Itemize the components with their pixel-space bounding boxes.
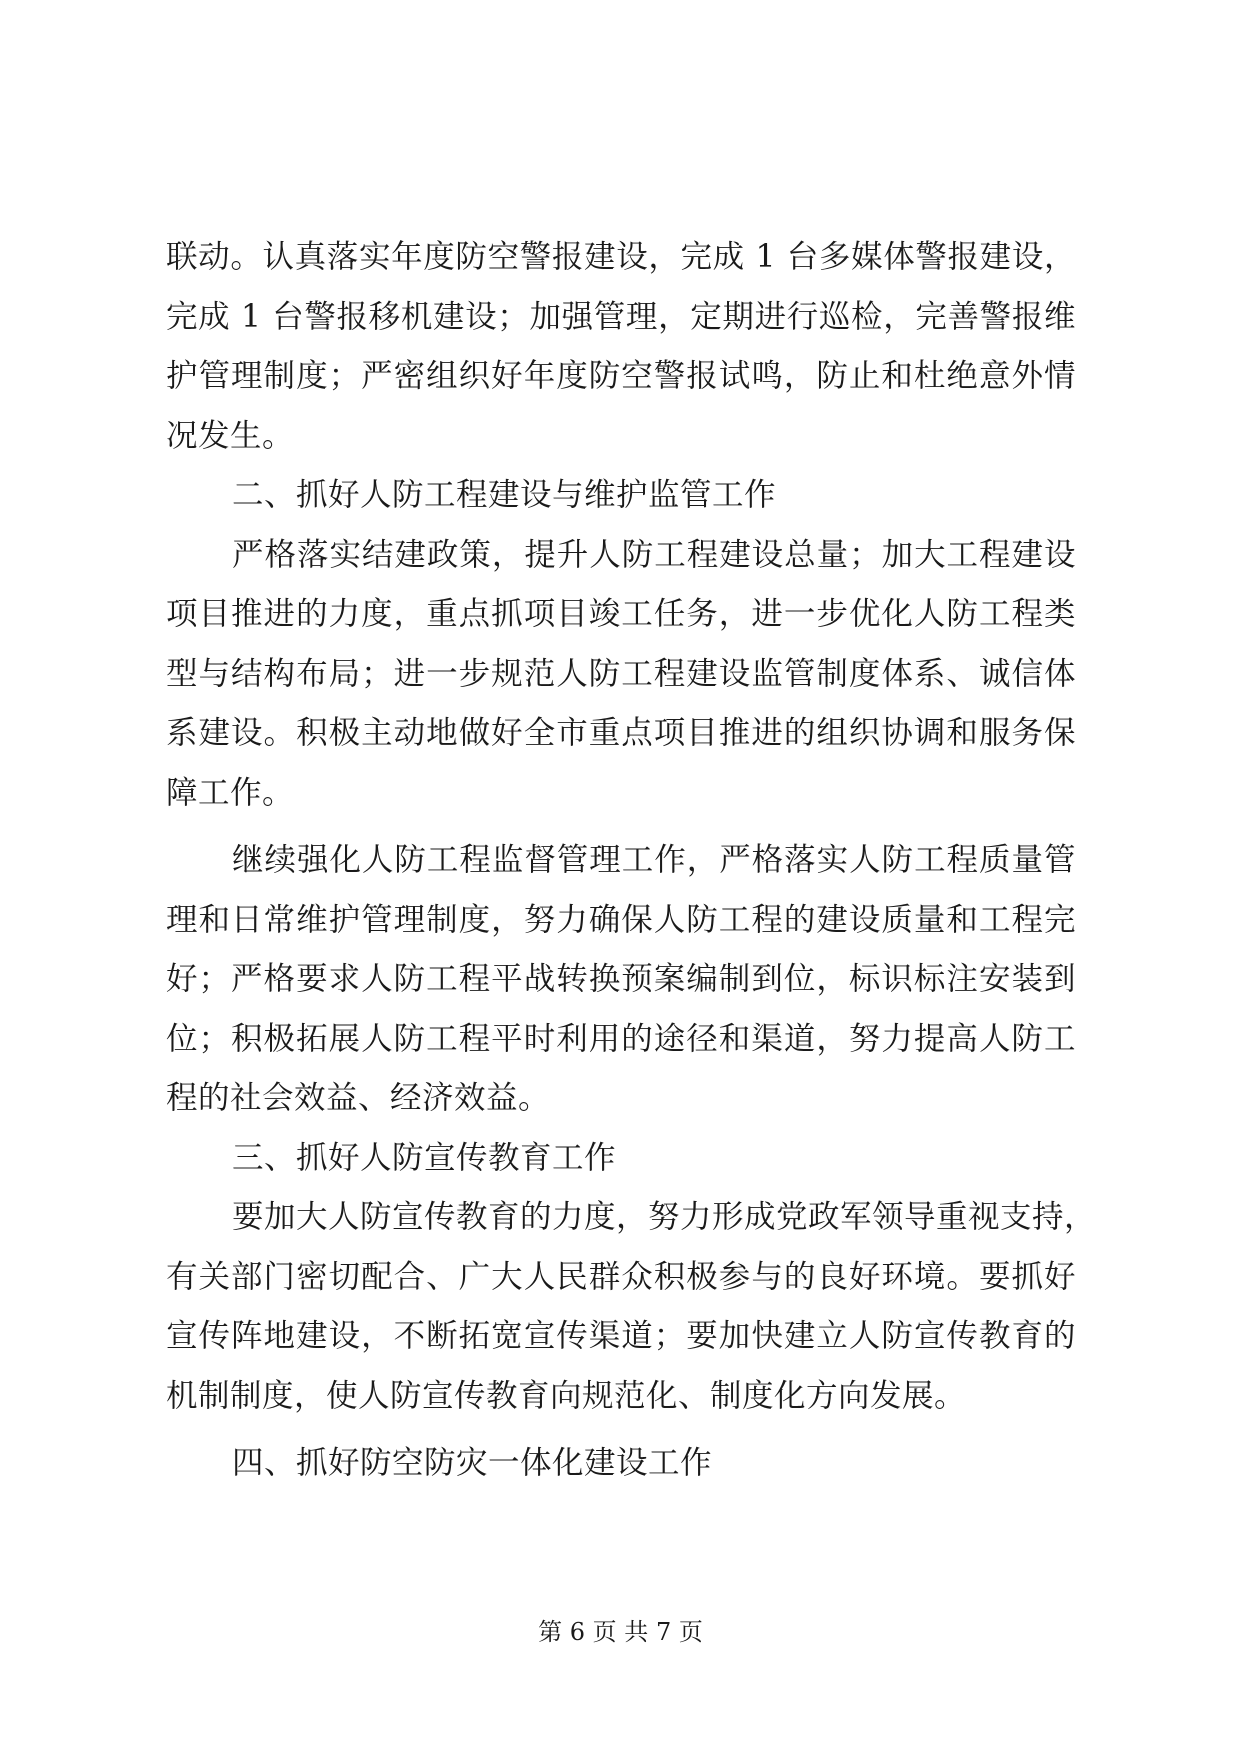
section-heading-2: 二、抓好人防工程建设与维护监管工作 [232,477,777,513]
paragraph-line: 好；严格要求人防工程平战转换预案编制到位，标识标注安装到 [166,961,1076,997]
paragraph-line: 完成 1 台警报移机建设；加强管理，定期进行巡检，完善警报维 [166,298,1076,335]
paragraph-line: 继续强化人防工程监督管理工作，严格落实人防工程质量管 [232,842,1076,878]
body-text [166,228,1097,1494]
paragraph-line: 严格落实结建政策，提升人防工程建设总量；加大工程建设 [232,536,1076,573]
paragraph-line: 系建设。积极主动地做好全市重点项目推进的组织协调和服务保 [166,715,1076,751]
paragraph-line: 要加大人防宣传教育的力度，努力形成党政军领导重视支持， [232,1199,1097,1235]
paragraph-line: 理和日常维护管理制度，努力确保人防工程的建设质量和工程完 [166,901,1076,938]
paragraph-line: 程的社会效益、经济效益。 [166,1080,551,1116]
paragraph-line: 项目推进的力度，重点抓项目竣工任务，进一步优化人防工程类 [166,596,1076,632]
paragraph-line: 机制制度，使人防宣传教育向规范化、制度化方向发展。 [166,1377,967,1414]
paragraph-line: 型与结构布局；进一步规范人防工程建设监管制度体系、诚信体 [166,655,1076,692]
paragraph-line: 护管理制度；严密组织好年度防空警报试鸣，防止和杜绝意外情 [166,358,1076,394]
page-number-footer: 第 6 页 共 7 页 [538,1618,703,1646]
section-heading-4: 四、抓好防空防灾一体化建设工作 [232,1445,713,1481]
paragraph-line: 况发生。 [166,417,295,454]
paragraph-line: 障工作。 [166,774,295,811]
paragraph-line: 宣传阵地建设，不断拓宽宣传渠道；要加快建立人防宣传教育的 [166,1318,1076,1354]
section-heading-3: 三、抓好人防宣传教育工作 [232,1139,617,1176]
paragraph-line: 联动。认真落实年度防空警报建设，完成 1 台多媒体警报建设， [166,239,1076,275]
paragraph-line: 有关部门密切配合、广大人民群众积极参与的良好环境。要抓好 [166,1258,1076,1295]
paragraph-line: 位；积极拓展人防工程平时利用的途径和渠道，努力提高人防工 [166,1020,1076,1057]
